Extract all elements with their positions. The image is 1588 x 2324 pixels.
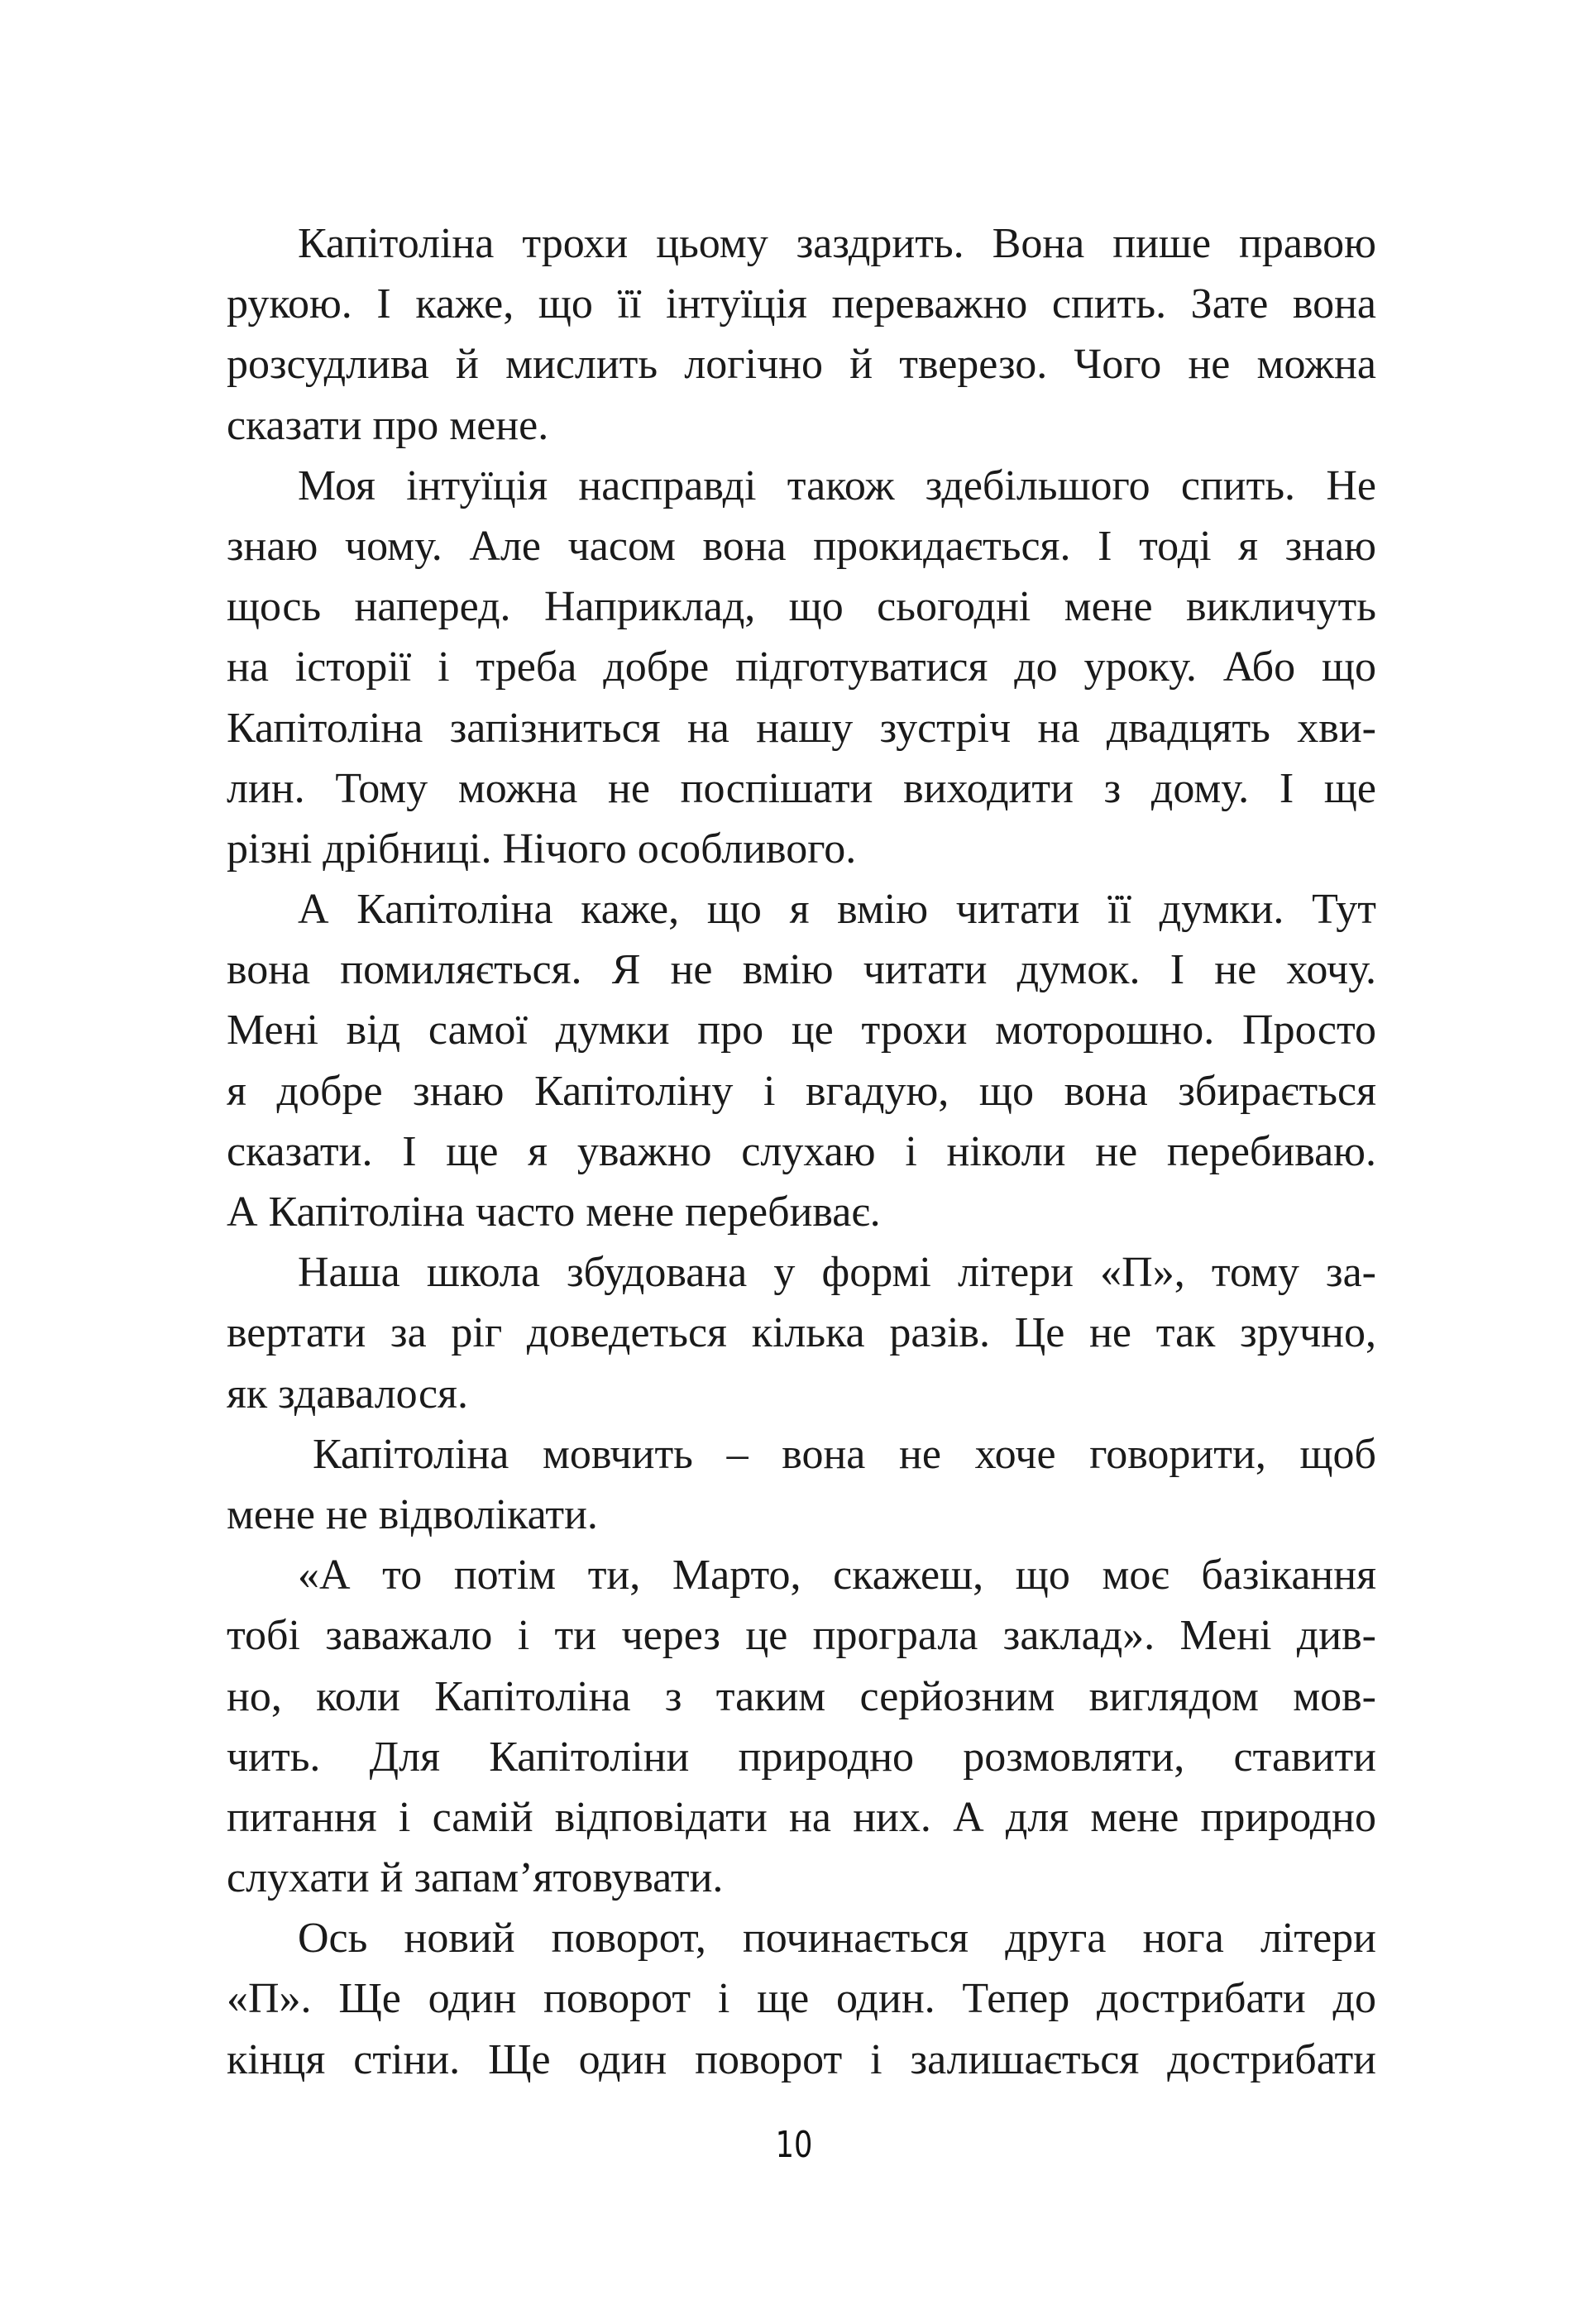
text-line: А Капітоліна каже, що я вмію читати її думки. Тут <box>298 886 1376 934</box>
page-body-text <box>227 213 1376 2090</box>
text-line: мене не відволікати. <box>227 1490 598 1538</box>
text-line: щось наперед. Наприклад, що сьогодні мене викличуть <box>227 583 1376 631</box>
paragraph <box>227 1545 1376 1908</box>
text-line: тобі заважало і ти через це програла заклад». Мені див- <box>227 1612 1376 1660</box>
paragraph <box>227 879 1376 1242</box>
page-number: 10 <box>775 2124 813 2166</box>
text-line: Моя інтуїція насправді також здебільшого спить. Не <box>298 461 1376 509</box>
text-line: сказати про мене. <box>227 401 549 449</box>
text-line: чить. Для Капітоліни природно розмовляти, ставити <box>227 1733 1376 1781</box>
text-line: питання і самій відповідати на них. А для мене природно <box>227 1793 1376 1841</box>
text-line: но, коли Капітоліна з таким серйозним виглядом мов- <box>227 1672 1376 1720</box>
text-line: розсудлива й мислить логічно й тверезо. Чого не можна <box>227 341 1376 389</box>
text-line: рукою. І каже, що її інтуїція переважно спить. Зате вона <box>227 280 1376 328</box>
text-line: слухати й запам’ятовувати. <box>227 1854 724 1902</box>
text-line: Мені від самої думки про це трохи моторошно. Просто <box>227 1007 1376 1054</box>
paragraph <box>227 1908 1376 2090</box>
text-line: кінця стіни. Ще один поворот і залишається дострибати <box>227 2035 1376 2083</box>
text-line: я добре знаю Капітоліну і вгадую, що вона збирається <box>227 1067 1376 1115</box>
text-line: Капітоліна мовчить – вона не хоче говорити, щоб <box>313 1430 1376 1478</box>
text-line: А Капітоліна часто мене перебиває. <box>227 1188 881 1236</box>
text-line: Ось новий поворот, починається друга нога літери <box>298 1915 1376 1963</box>
text-line: Капітоліна запізниться на нашу зустріч на двадцять хви- <box>227 704 1376 752</box>
text-line: на історії і треба добре підготуватися до уроку. Або що <box>227 643 1376 691</box>
paragraph <box>227 1424 1376 1545</box>
text-line: «П». Ще один поворот і ще один. Тепер дострибати до <box>227 1975 1376 2023</box>
paragraph <box>227 213 1376 456</box>
text-line: вертати за ріг доведеться кілька разів. Це не так зручно, <box>227 1309 1376 1357</box>
text-line: Наша школа збудована у формі літери «П», тому за- <box>298 1249 1376 1297</box>
paragraph <box>227 456 1376 879</box>
text-line: «А то потім ти, Марто, скажеш, що моє базікання <box>298 1552 1376 1600</box>
text-line: сказати. І ще я уважно слухаю і ніколи не перебиваю. <box>227 1127 1376 1175</box>
text-line: лин. Тому можна не поспішати виходити з дому. І ще <box>227 764 1376 812</box>
text-line: як здавалося. <box>227 1370 468 1418</box>
text-line: Капітоліна трохи цьому заздрить. Вона пише правою <box>298 220 1376 267</box>
text-line: знаю чому. Але часом вона прокидається. І тоді я знаю <box>227 522 1376 570</box>
text-line: вона помиляється. Я не вмію читати думок. І не хочу. <box>227 946 1376 994</box>
text-line: різні дрібниці. Нічого особливого. <box>227 825 857 873</box>
paragraph <box>227 1242 1376 1424</box>
